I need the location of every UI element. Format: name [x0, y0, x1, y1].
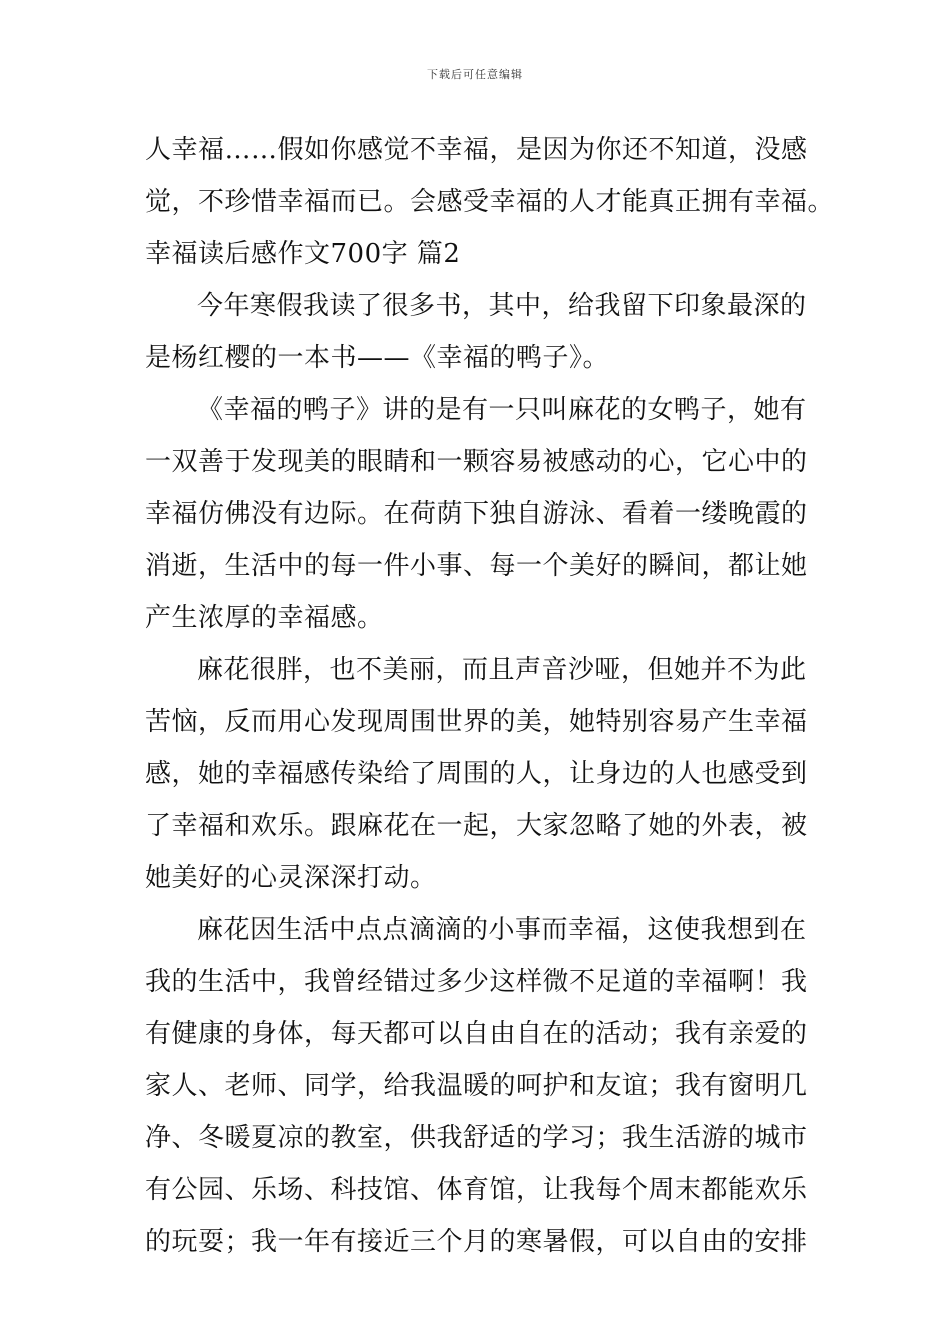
text-line: 我的生活中，我曾经错过多少这样微不足道的幸福啊！我 — [145, 967, 808, 997]
paragraph-start-line: 《幸福的鸭子》讲的是有一只叫麻花的女鸭子，她有 — [197, 395, 807, 425]
text-line: 感，她的幸福感传染给了周围的人，让身边的人也感受到 — [145, 759, 808, 789]
text-line: 了幸福和欢乐。跟麻花在一起，大家忽略了她的外表，被 — [145, 811, 808, 841]
text-line: 觉，不珍惜幸福而已。会感受幸福的人才能真正拥有幸福。 — [145, 187, 835, 217]
text-line: 苦恼，反而用心发现周围世界的美，她特别容易产生幸福 — [145, 707, 808, 737]
paragraph-start-line: 麻花很胖，也不美丽，而且声音沙哑，但她并不为此 — [197, 655, 807, 685]
text-line: 家人、老师、同学，给我温暖的呵护和友谊；我有窗明几 — [145, 1071, 808, 1101]
text-line: 一双善于发现美的眼睛和一颗容易被感动的心，它心中的 — [145, 447, 808, 477]
text-line: 有公园、乐场、科技馆、体育馆，让我每个周末都能欢乐 — [145, 1175, 808, 1205]
document-body — [145, 124, 835, 1268]
text-line: 消逝，生活中的每一件小事、每一个美好的瞬间，都让她 — [145, 551, 808, 581]
text-line: 幸福仿佛没有边际。在荷荫下独自游泳、看着一缕晚霞的 — [145, 499, 808, 529]
paragraph-start-line: 麻花因生活中点点滴滴的小事而幸福，这使我想到在 — [197, 915, 807, 945]
text-line: 是杨红樱的一本书——《幸福的鸭子》。 — [145, 343, 610, 373]
paragraph-start-line: 今年寒假我读了很多书，其中，给我留下印象最深的 — [197, 291, 807, 321]
section-heading: 幸福读后感作文700字 篇2 — [145, 239, 461, 269]
text-line: 净、冬暖夏凉的教室，供我舒适的学习；我生活游的城市 — [145, 1123, 808, 1153]
page-header: 下载后可任意编辑 — [427, 68, 523, 81]
text-line: 产生浓厚的幸福感。 — [145, 603, 384, 633]
text-line: 有健康的身体，每天都可以自由自在的活动；我有亲爱的 — [145, 1019, 808, 1049]
text-line: 人幸福……假如你感觉不幸福，是因为你还不知道，没感 — [145, 135, 808, 165]
text-line: 她美好的心灵深深打动。 — [145, 863, 437, 893]
text-line: 的玩耍；我一年有接近三个月的寒暑假，可以自由的安排 — [145, 1227, 808, 1257]
